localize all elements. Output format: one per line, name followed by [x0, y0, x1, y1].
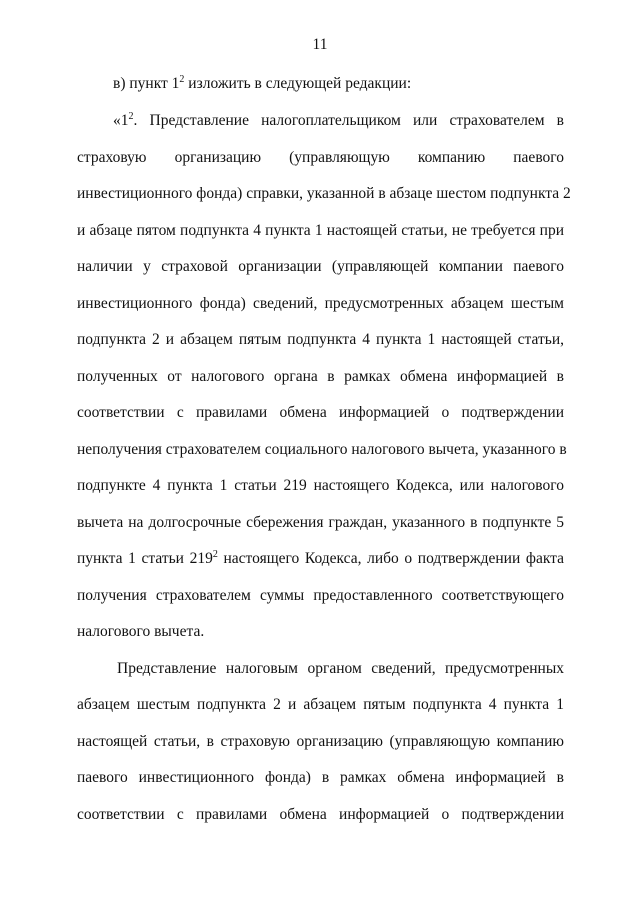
para1-last-line: налогового вычета. — [77, 623, 205, 640]
para1-line: полученных от налогового органа в рамках обмена информацией в — [77, 368, 564, 385]
para2-line: паевого инвестиционного фонда) в рамках обмена информацией в — [77, 769, 564, 786]
para1-first-prefix: «1 — [113, 112, 129, 129]
sup-line-superscript: 2 — [212, 549, 218, 560]
para2-first-line: Представление налоговым органом сведений, предусмотренных — [117, 660, 564, 677]
para2-line: соответствии с правилами обмена информацией о подтверждении — [77, 806, 564, 823]
para1-superscript-line — [77, 549, 564, 571]
sup-line-prefix: пункта 1 статьи 219 — [77, 550, 213, 567]
para1-line: подпункте 4 пункта 1 статьи 219 настоящего Кодекса, или налогового — [77, 477, 564, 494]
para1-line: соответствии с правилами обмена информацией о подтверждении — [77, 404, 564, 421]
para2-line: абзацем шестым подпункта 2 и абзацем пятым подпункта 4 пункта 1 — [77, 696, 564, 713]
para1-line: наличии у страховой организации (управляющей компании паевого — [77, 258, 564, 275]
para1-line: инвестиционного фонда) сведений, предусмотренных абзацем шестым — [77, 295, 564, 312]
para1-line: страховую организацию (управляющую компанию паевого — [77, 149, 564, 166]
para1-first-superscript: 2 — [128, 111, 134, 122]
para1-line: неполучения страхователем социального налогового вычета, указанного в — [77, 441, 567, 458]
para2-line: настоящей статьи, в страховую организацию (управляющую компанию — [77, 733, 564, 750]
sup-line-suffix: настоящего Кодекса, либо о подтверждении факта — [217, 550, 564, 567]
para1-line: получения страхователем суммы предоставленного соответствующего — [77, 587, 564, 604]
intro-superscript: 2 — [179, 74, 185, 85]
para1-first-suffix: . Представление налогоплательщиком или страхователем в — [133, 112, 564, 129]
para1-line: инвестиционного фонда) справки, указанной в абзаце шестом подпункта 2 — [77, 185, 571, 202]
para1-line: и абзаце пятом подпункта 4 пункта 1 настоящей статьи, не требуется при — [77, 222, 564, 239]
intro-line — [113, 74, 411, 96]
intro-prefix: в) пункт 1 — [113, 75, 180, 92]
page-number: 11 — [312, 36, 328, 53]
para1-line: подпункта 2 и абзацем пятым подпункта 4 пункта 1 настоящей статьи, — [77, 331, 564, 348]
intro-suffix: изложить в следующей редакции: — [184, 75, 412, 92]
para1-line: вычета на долгосрочные сбережения граждан, указанного в подпункте 5 — [77, 514, 564, 531]
para1-first-line — [113, 111, 564, 133]
